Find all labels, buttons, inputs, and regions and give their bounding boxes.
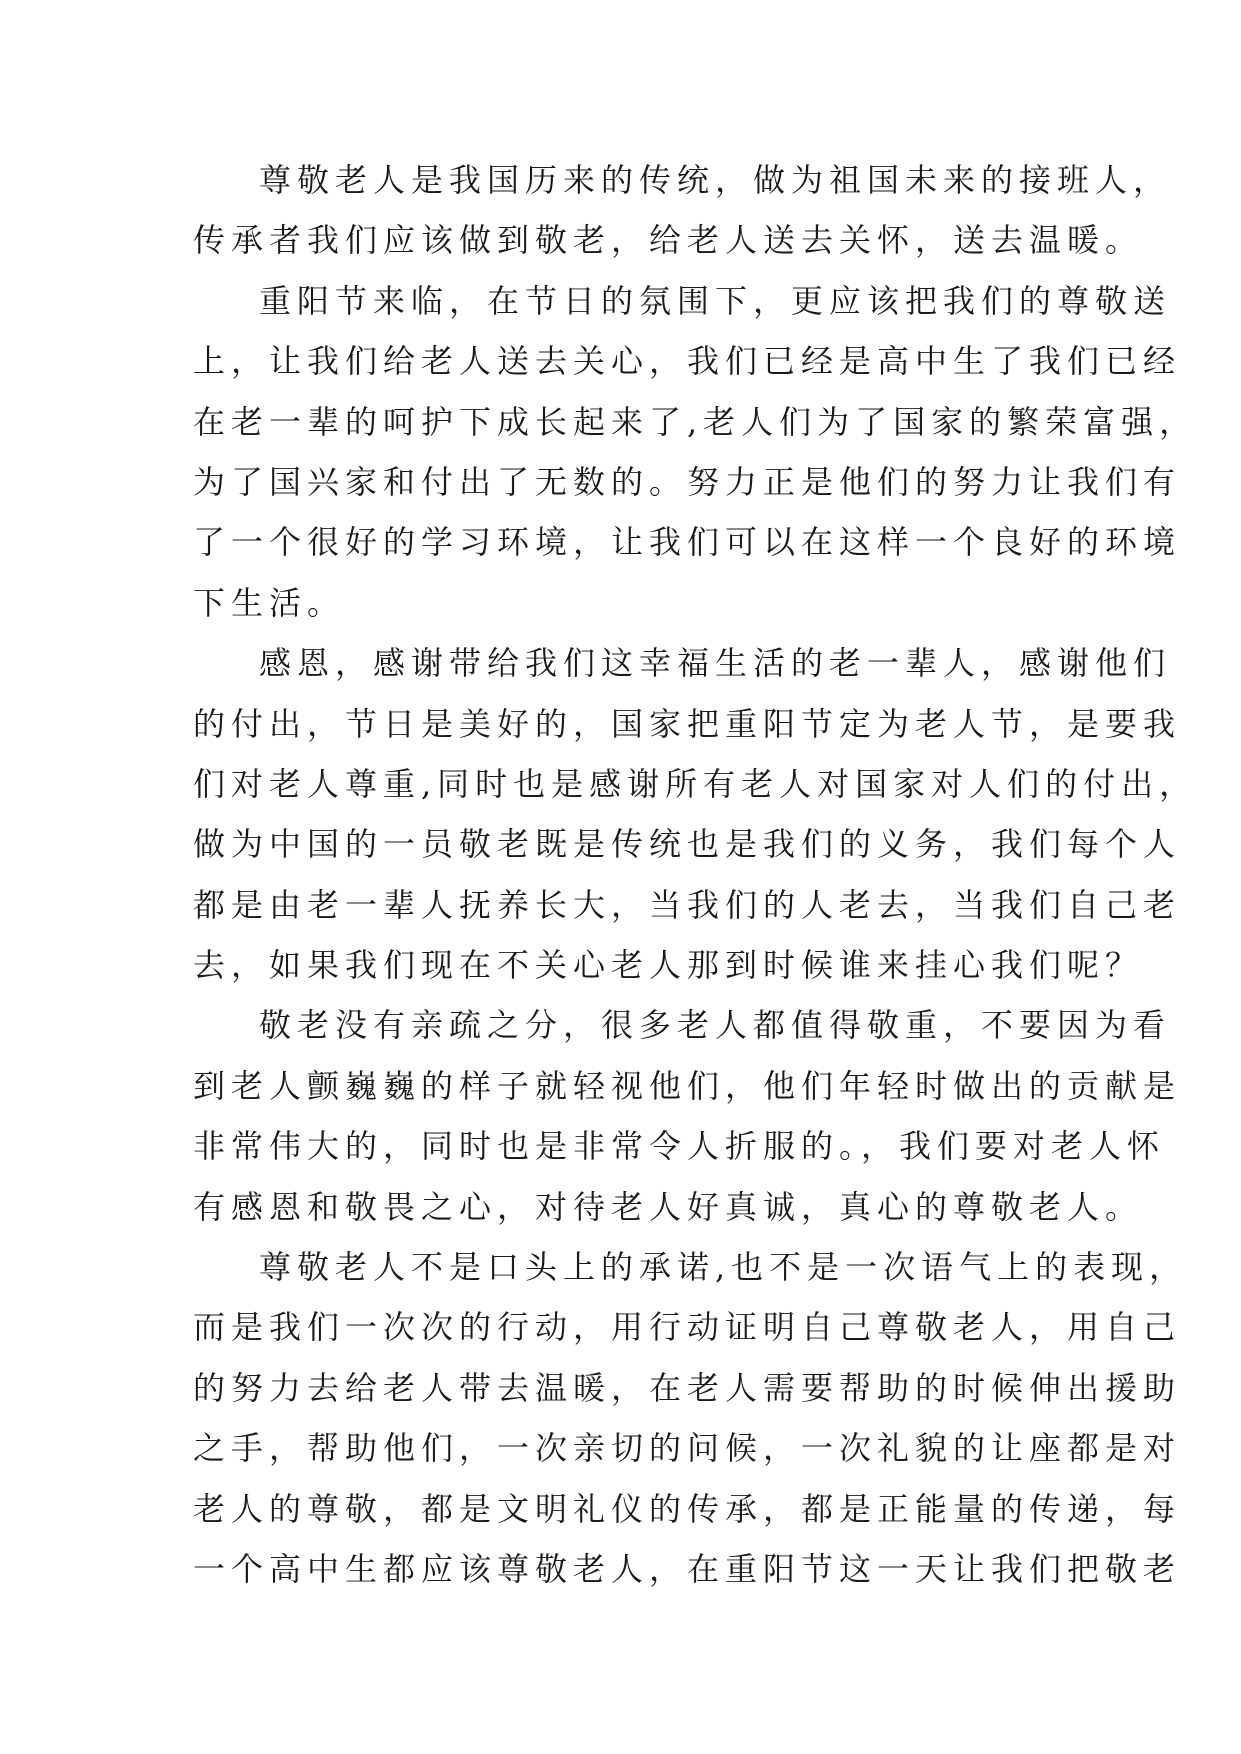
text-line: 感恩，感谢带给我们这幸福生活的老一辈人，感谢他们: [259, 644, 1172, 683]
text-line: 之手，帮助他们，一次亲切的问候，一次礼貌的让座都是对: [193, 1429, 1182, 1468]
text-line: 在老一辈的呵护下成长起来了,老人们为了国家的繁荣富强，: [193, 402, 1198, 441]
text-line: 一个高中生都应该尊敬老人，在重阳节这一天让我们把敬老: [193, 1549, 1182, 1588]
text-line: 的努力去给老人带去温暖，在老人需要帮助的时候伸出援助: [193, 1368, 1182, 1407]
text-line: 去，如果我们现在不关心老人那到时候谁来挂心我们呢？: [193, 946, 1144, 985]
text-line: 非常伟大的，同时也是非常令人折服的。，我们要对老人怀: [193, 1127, 1166, 1166]
text-line: 重阳节来临，在节日的氛围下，更应该把我们的尊敬送: [259, 281, 1172, 320]
text-line: 有感恩和敬畏之心，对待老人好真诚，真心的尊敬老人。: [193, 1187, 1144, 1226]
document-page: [193, 150, 1198, 1599]
text-line: 老人的尊敬，都是文明礼仪的传承，都是正能量的传递，每: [193, 1489, 1182, 1528]
text-line: 了一个很好的学习环境，让我们可以在这样一个良好的环境: [193, 523, 1182, 562]
text-line: 为了国兴家和付出了无数的。努力正是他们的努力让我们有: [193, 462, 1182, 501]
text-line: 上，让我们给老人送去关心，我们已经是高中生了我们已经: [193, 342, 1182, 381]
text-line: 们对老人尊重,同时也是感谢所有老人对国家对人们的付出，: [193, 764, 1198, 803]
text-line: 的付出，节日是美好的，国家把重阳节定为老人节，是要我: [193, 704, 1182, 743]
paragraph-2: [193, 271, 1198, 633]
paragraph-5: [193, 1237, 1188, 1599]
text-line: 做为中国的一员敬老既是传统也是我们的义务，我们每个人: [193, 825, 1182, 864]
paragraph-1: [193, 150, 1172, 271]
text-line: 下生活。: [193, 583, 346, 622]
paragraph-3: [193, 633, 1198, 995]
text-line: 尊敬老人是我国历来的传统，做为祖国未来的接班人，: [259, 161, 1172, 199]
text-line: 尊敬老人不是口头上的承诺,也不是一次语气上的表现，: [259, 1248, 1188, 1287]
text-line: 都是由老一辈人抚养长大，当我们的人老去，当我们自己老: [193, 885, 1182, 924]
text-line: 到老人颤巍巍的样子就轻视他们，他们年轻时做出的贡献是: [193, 1066, 1182, 1105]
paragraph-4: [193, 995, 1182, 1237]
text-line: 敬老没有亲疏之分，很多老人都值得敬重，不要因为看: [259, 1006, 1172, 1045]
text-line: 而是我们一次次的行动，用行动证明自己尊敬老人，用自己: [193, 1308, 1182, 1347]
text-line: 传承者我们应该做到敬老，给老人送去关怀，送去温暖。: [193, 221, 1144, 260]
